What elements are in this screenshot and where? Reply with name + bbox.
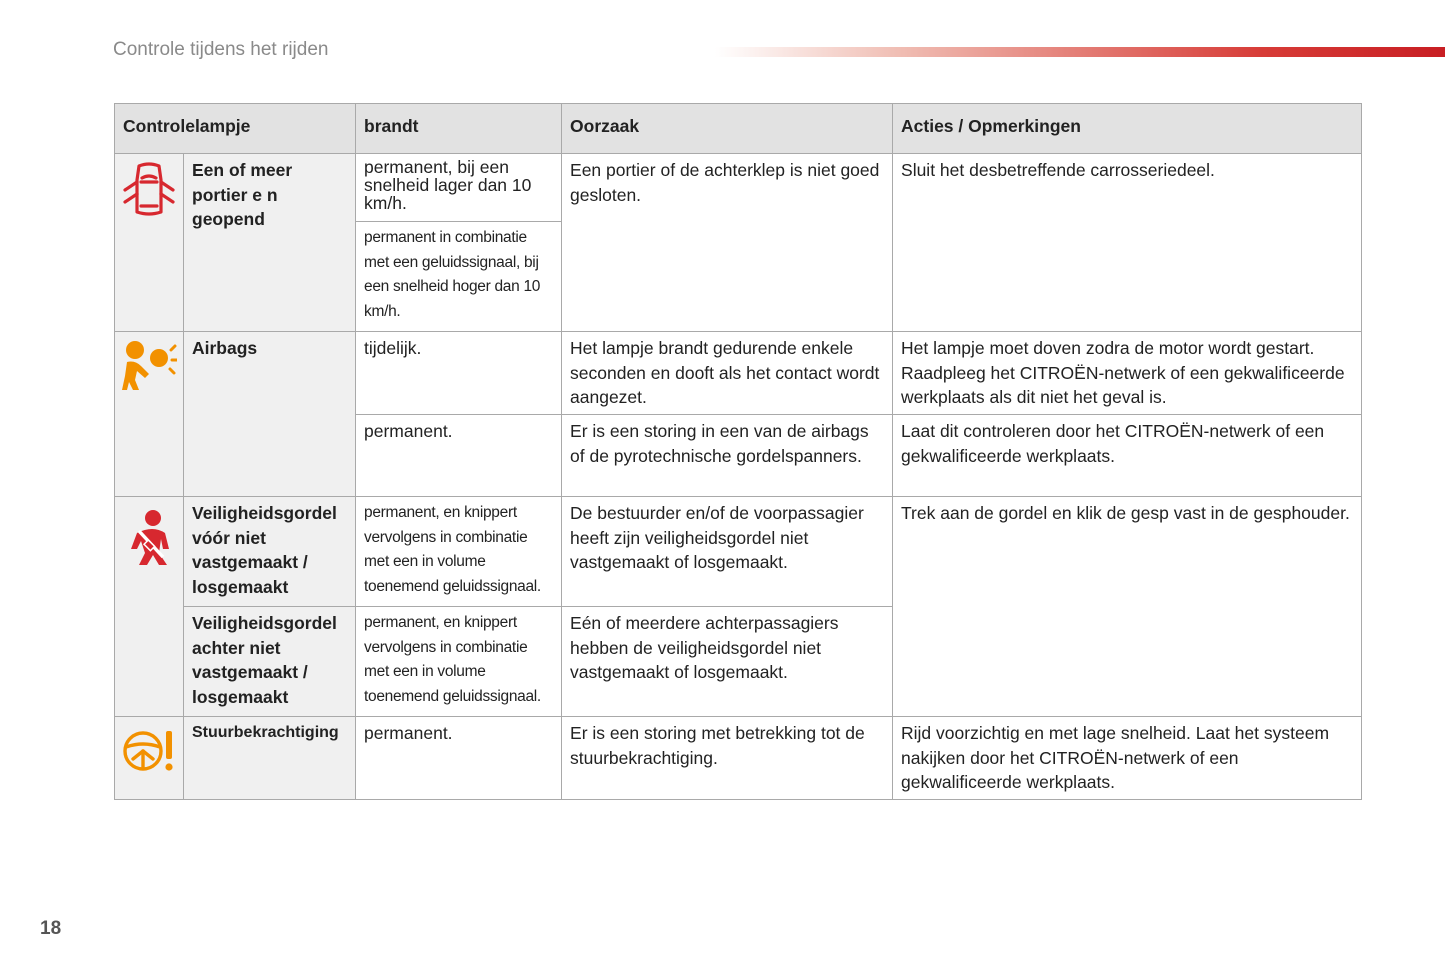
page-number: 18 [40, 918, 62, 939]
table-row [115, 154, 1362, 222]
icon-cell [115, 717, 184, 800]
warning-light-name: Airbags [184, 332, 356, 497]
warning-light-name: Veiligheidsgordel achter niet vastgemaakt / losgemaakt [184, 607, 356, 717]
acties-cell: Sluit het desbetreffende carrosseriedeel. [893, 154, 1362, 332]
acties-cell: Rijd voorzichtig en met lage snelheid. Laat het systeem nakijken door het CITROËN-netwerk of een gekwalificeerde werkplaats. [893, 717, 1362, 800]
warning-light-name: Stuurbekrachtiging [184, 717, 356, 800]
oorzaak-cell: Er is een storing met betrekking tot de stuurbekrachtiging. [562, 717, 893, 800]
brandt-cell: permanent, en knippert vervolgens in combinatie met een in volume toenemend geluidssignaal. [356, 497, 562, 607]
acties-cell: Trek aan de gordel en klik de gesp vast in de gesphouder. [893, 497, 1362, 717]
warning-lights-table [114, 103, 1362, 800]
door-open-icon [121, 160, 177, 220]
icon-cell [115, 332, 184, 497]
brandt-cell: permanent. [356, 717, 562, 800]
table-row [115, 717, 1362, 800]
oorzaak-cell: Eén of meerdere achterpassagiers hebben de veiligheidsgordel niet vastgemaakt of losgemaakt. [562, 607, 893, 717]
brandt-cell: permanent, bij een snelheid lager dan 10 km/h. [356, 154, 562, 222]
section-title: Controle tijdens het rijden [113, 39, 329, 60]
brandt-cell: permanent. [356, 415, 562, 497]
acties-cell: Laat dit controleren door het CITROËN-netwerk of een gekwalificeerde werkplaats. [893, 415, 1362, 497]
airbag-icon [121, 340, 177, 392]
oorzaak-cell: Een portier of de achterklep is niet goed gesloten. [562, 154, 893, 332]
column-header-controlelampje: Controlelampje [115, 104, 356, 154]
table-header-row [115, 104, 1362, 154]
brandt-cell: permanent, en knippert vervolgens in combinatie met een in volume toenemend geluidssignaal. [356, 607, 562, 717]
seatbelt-icon [123, 509, 175, 567]
oorzaak-cell: De bestuurder en/of de voorpassagier heeft zijn veiligheidsgordel niet vastgemaakt of losgemaakt. [562, 497, 893, 607]
table-row [115, 497, 1362, 607]
column-header-oorzaak: Oorzaak [562, 104, 893, 154]
brandt-cell: permanent in combinatie met een geluidssignaal, bij een snelheid hoger dan 10 km/h. [356, 222, 562, 332]
column-header-brandt: brandt [356, 104, 562, 154]
table-row [115, 332, 1362, 415]
warning-light-name: Veiligheidsgordel vóór niet vastgemaakt / losgemaakt [184, 497, 356, 607]
icon-cell [115, 154, 184, 332]
warning-light-name: Een of meer portier e n geopend [184, 154, 356, 332]
oorzaak-cell: Het lampje brandt gedurende enkele seconden en dooft als het contact wordt aangezet. [562, 332, 893, 415]
power-steering-warning-icon [121, 727, 177, 775]
oorzaak-cell: Er is een storing in een van de airbags of de pyrotechnische gordelspanners. [562, 415, 893, 497]
header-accent-bar [715, 47, 1445, 57]
column-header-acties: Acties / Opmerkingen [893, 104, 1362, 154]
acties-cell: Het lampje moet doven zodra de motor wordt gestart. Raadpleeg het CITROËN-netwerk of een gekwalificeerde werkplaats als dit niet het geval is. [893, 332, 1362, 415]
icon-cell [115, 497, 184, 717]
brandt-cell: tijdelijk. [356, 332, 562, 415]
